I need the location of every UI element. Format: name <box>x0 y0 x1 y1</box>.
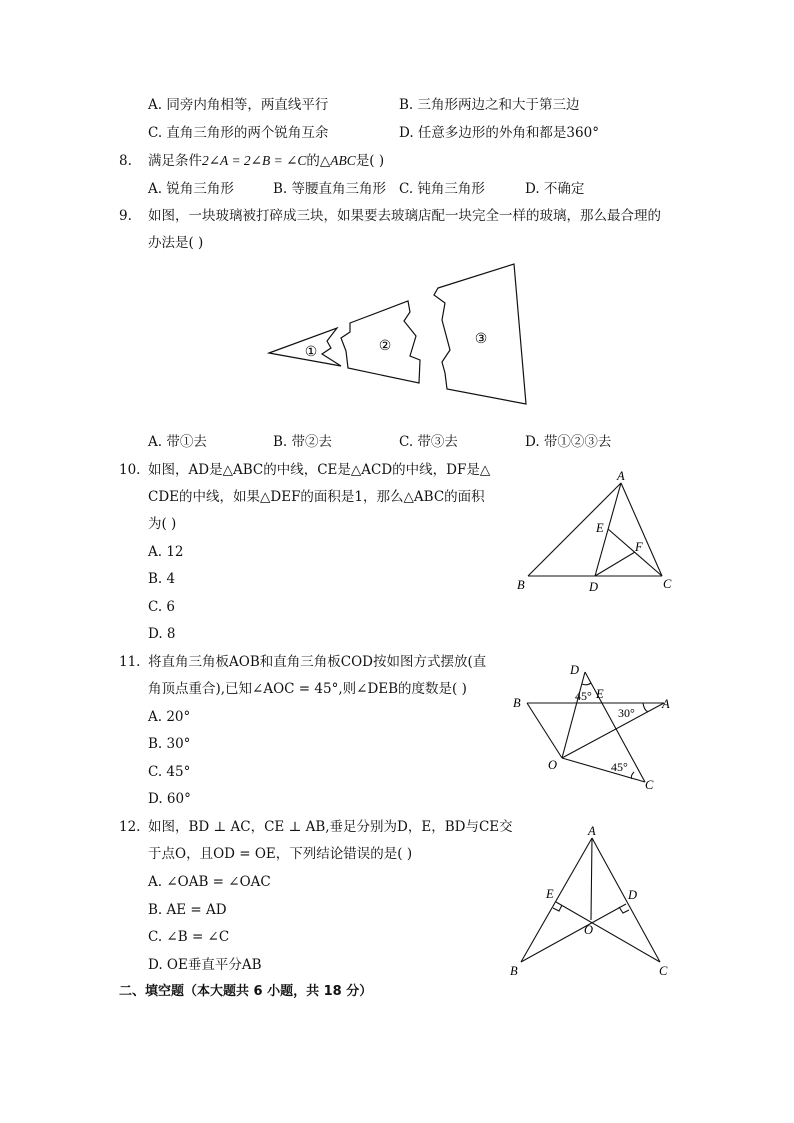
q9-option-b[interactable]: B. 带②去 <box>273 434 333 450</box>
q11-option-d[interactable]: D. 60° <box>148 791 191 807</box>
q9-option-c[interactable]: C. 带③去 <box>399 434 458 450</box>
q12-number: 12. <box>119 819 141 835</box>
q11-angle-d-label: 45° <box>575 689 592 703</box>
q8-option-d[interactable]: D. 不确定 <box>525 181 585 197</box>
q12-option-c[interactable]: C. ∠B = ∠C <box>148 929 230 945</box>
piece-label-2: ② <box>378 339 392 354</box>
q10-stem-line2: CDE的中线，如果△DEF的面积是1，那么△ABC的面积 <box>148 489 485 505</box>
q10-option-a[interactable]: A. 12 <box>148 544 184 560</box>
q10-option-d[interactable]: D. 8 <box>148 626 176 642</box>
q8-option-c[interactable]: C. 钝角三角形 <box>399 181 485 197</box>
q10-stem-line3: 为( ) <box>148 516 177 532</box>
piece-label-3: ③ <box>474 332 488 347</box>
q12-label-d: D <box>628 888 638 902</box>
q12-side-ab <box>521 838 592 962</box>
q11-number: 11. <box>119 654 141 670</box>
q11-label-d: D <box>570 663 580 677</box>
q12-line-ce <box>556 902 660 962</box>
q12-label-e: E <box>546 887 554 901</box>
q10-stem-line1: 如图，AD是△ABC的中线，CE是△ACD的中线，DF是△ <box>148 462 491 478</box>
q8-stem-pre: 满足条件 <box>148 153 202 169</box>
q11-option-a[interactable]: A. 20° <box>148 709 191 725</box>
q12-stem-line1: 如图，BD ⊥ AC，CE ⊥ AB,垂足分别为D，E，BD与CE交 <box>148 819 513 835</box>
q10-label-c: C <box>663 577 672 591</box>
q10-label-e: E <box>596 521 604 535</box>
section-2-title: 二、填空题（本大题共 6 小题，共 18 分） <box>119 984 373 999</box>
q10-label-b: B <box>517 578 525 592</box>
q10-option-c[interactable]: C. 6 <box>148 599 176 615</box>
q12-label-a: A <box>588 824 596 838</box>
q7-option-d[interactable]: D. 任意多边形的外角和都是360° <box>399 125 599 141</box>
q11-label-e: E <box>596 687 604 701</box>
piece-label-1: ① <box>304 345 318 360</box>
q9-stem-line2: 办法是( ) <box>148 235 204 251</box>
q10-label-a: A <box>617 469 625 483</box>
q11-angle-c-label: 45° <box>611 760 628 774</box>
q12-option-a[interactable]: A. ∠OAB = ∠OAC <box>148 874 271 890</box>
q8-option-b[interactable]: B. 等腰直角三角形 <box>273 181 387 197</box>
q12-option-d[interactable]: D. OE垂直平分AB <box>148 957 262 973</box>
q7-option-c[interactable]: C. 直角三角形的两个锐角互余 <box>148 125 329 141</box>
q12-label-o: O <box>584 923 594 937</box>
q9-stem-line1: 如图，一块玻璃被打碎成三块，如果要去玻璃店配一块完全一样的玻璃，那么最合理的 <box>148 208 661 224</box>
q8-option-a[interactable]: A. 锐角三角形 <box>148 181 234 197</box>
q12-label-b: B <box>510 964 518 978</box>
q11-label-o: O <box>548 758 558 772</box>
q12-option-b[interactable]: B. AE = AD <box>148 902 227 918</box>
q10-label-f: F <box>635 540 643 554</box>
q11-label-c: C <box>645 778 654 792</box>
q10-label-d: D <box>589 580 599 594</box>
q11-angle-a-label: 30° <box>618 706 635 720</box>
q9-option-d[interactable]: D. 带①②③去 <box>525 434 612 450</box>
q12-line-ao <box>591 838 592 920</box>
q12-label-c: C <box>659 964 668 978</box>
q9-option-a[interactable]: A. 带①去 <box>148 434 207 450</box>
q11-label-b: B <box>513 696 521 710</box>
q12-side-ac <box>592 838 660 962</box>
q8-stem-triangle: △ABC <box>319 153 356 168</box>
q10-option-b[interactable]: B. 4 <box>148 571 176 587</box>
q12-right-angle-d <box>619 907 629 913</box>
q7-option-a[interactable]: A. 同旁内角相等，两直线平行 <box>148 97 329 113</box>
q8-number: 8. <box>119 153 132 169</box>
q8-stem-mid: 的 <box>306 153 320 169</box>
q9-number: 9. <box>119 208 132 224</box>
q12-stem-line2: 于点O，且OD = OE，下列结论错误的是( ) <box>148 846 413 862</box>
q12-right-angle-e <box>553 905 562 911</box>
q11-stem-line1: 将直角三角板AOB和直角三角板COD按如图方式摆放(直 <box>148 654 487 670</box>
q7-option-b[interactable]: B. 三角形两边之和大于第三边 <box>399 97 580 113</box>
q8-stem-math: 2∠A = 2∠B = ∠C <box>202 153 307 168</box>
q8-stem-post: 是( ) <box>355 153 385 169</box>
q11-option-b[interactable]: B. 30° <box>148 736 191 752</box>
q11-stem-line2: 角顶点重合),已知∠AOC = 45°,则∠DEB的度数是( ) <box>148 681 467 697</box>
q11-option-c[interactable]: C. 45° <box>148 764 191 780</box>
q10-number: 10. <box>119 462 141 478</box>
q11-label-a: A <box>662 697 670 711</box>
